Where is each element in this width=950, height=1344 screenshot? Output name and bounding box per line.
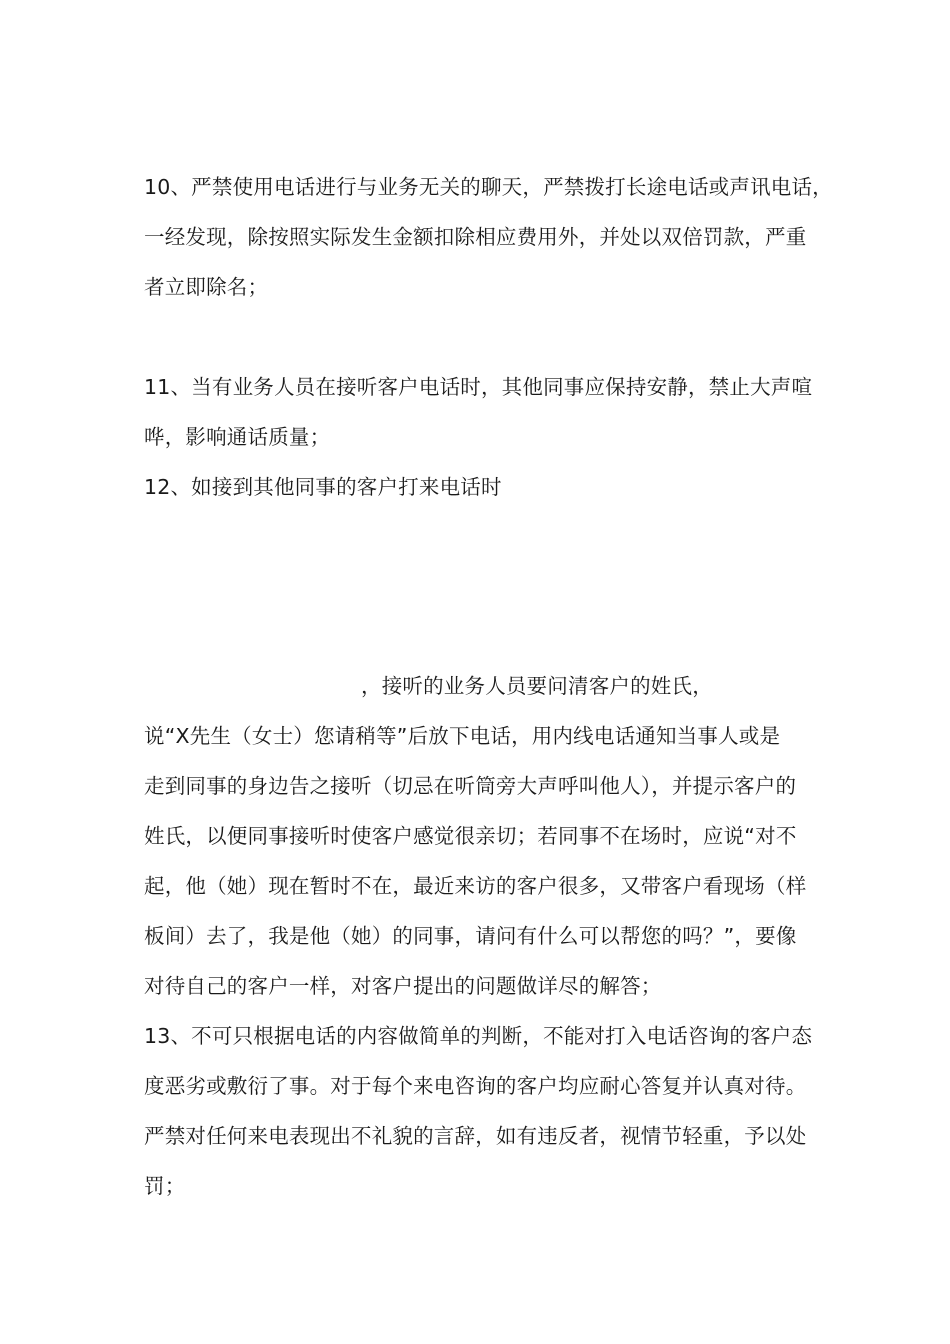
rule-12-line-8: 对待自己的客户一样，对客户提出的问题做详尽的解答； [144,974,662,998]
rule-11-line-1: 11、当有业务人员在接听客户电话时，其他同事应保持安静，禁止大声喧 [144,375,813,399]
rule-13-line-2: 度恶劣或敷衍了事。对于每个来电咨询的客户均应耐心答复并认真对待。 [144,1074,807,1098]
rule-11-line-2: 哗，影响通话质量； [144,425,331,449]
rule-10-line-1: 10、严禁使用电话进行与业务无关的聊天，严禁拨打长途电话或声讯电话， [144,175,833,199]
rule-12-line-7: 板间）去了，我是他（她）的同事，请问有什么可以帮您的吗？”，要像 [144,924,797,948]
rule-12-line-4: 走到同事的身边告之接听（切忌在听筒旁大声呼叫他人），并提示客户的 [144,774,797,798]
rule-12-line-6: 起，他（她）现在暂时不在，最近来访的客户很多，又带客户看现场（样 [144,874,807,898]
rule-12-line-1: 12、如接到其他同事的客户打来电话时 [144,475,502,499]
rule-13-line-4: 罚； [144,1174,186,1198]
rule-12-line-5: 姓氏，以便同事接听时使客户感觉很亲切；若同事不在场时，应说“对不 [144,824,797,848]
rule-12-line-3: 说“X先生（女士）您请稍等”后放下电话，用内线电话通知当事人或是 [144,724,781,748]
rule-10-line-2: 一经发现，除按照实际发生金额扣除相应费用外，并处以双倍罚款，严重 [144,225,807,249]
rule-13-line-1: 13、不可只根据电话的内容做简单的判断，不能对打入电话咨询的客户态 [144,1024,813,1048]
rule-13-line-3: 严禁对任何来电表现出不礼貌的言辞，如有违反者，视情节轻重，予以处 [144,1124,807,1148]
rule-10-line-3: 者立即除名； [144,275,269,299]
rule-12-line-2: ，接听的业务人员要问清客户的姓氏， [361,674,713,698]
